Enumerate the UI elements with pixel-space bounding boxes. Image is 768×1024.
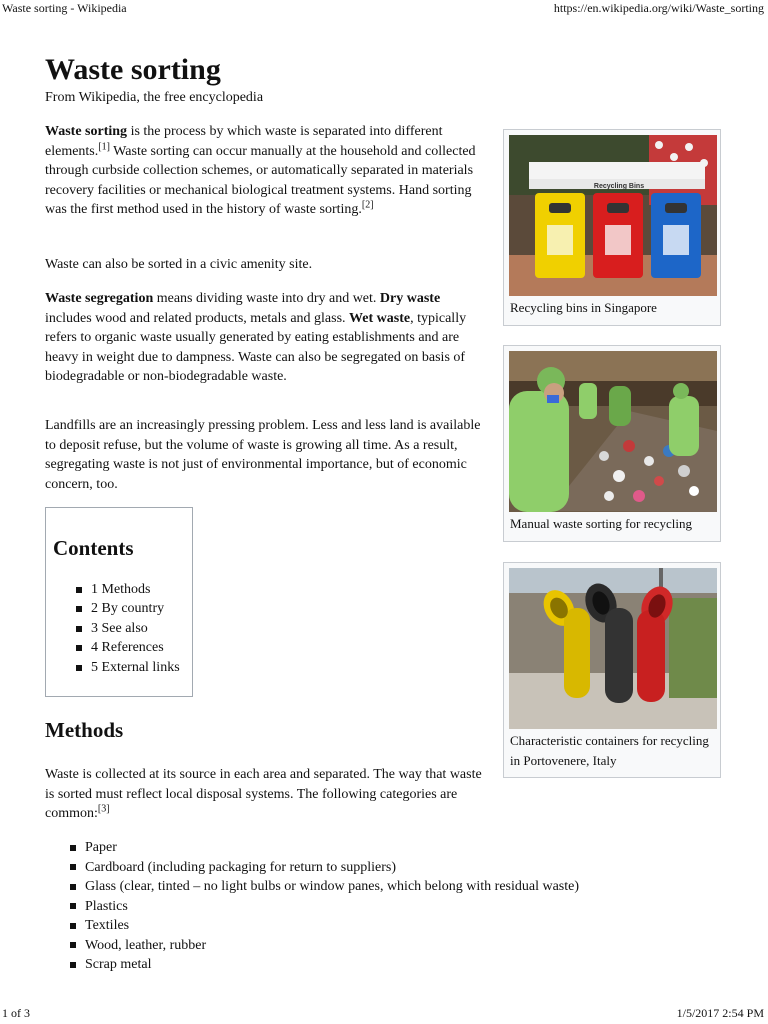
toc-item-see-also[interactable]: 3 See also <box>76 619 180 639</box>
landfill-paragraph <box>45 416 485 494</box>
bullet-icon <box>70 884 76 890</box>
print-footer <box>0 1004 768 1024</box>
figure-portovenere-containers <box>503 562 721 778</box>
toc-item-by-country[interactable]: 2 By country <box>76 600 180 620</box>
bullet-icon <box>76 626 82 632</box>
reference-3[interactable]: [3] <box>97 803 110 815</box>
waste-categories-list <box>70 838 579 975</box>
reference-2[interactable]: [2] <box>361 199 374 211</box>
print-header-url[interactable]: https://en.wikipedia.org/wiki/Waste_sorting <box>553 1 764 15</box>
recycling-bins-sign: Recycling Bins <box>593 183 645 190</box>
segregation-text-c: , typically refers to organic waste usually generated by eating establishments and are heavy in weight due to dampness. Waste can also be segregated on basis of biodegradable or non-biodegradable waste. <box>45 310 467 384</box>
containers-image[interactable] <box>509 568 717 729</box>
page-subtitle: From Wikipedia, the free encyclopedia <box>45 90 264 105</box>
term-waste-segregation: Waste segregation <box>45 291 154 306</box>
civic-text: Waste can also be sorted in a civic amenity site. <box>45 257 313 272</box>
list-item: Cardboard (including packaging for return to suppliers) <box>70 858 579 878</box>
civic-paragraph <box>45 255 485 275</box>
methods-text: Waste is collected at its source in each area and separated. The way that waste is sorted must reflect local disposal systems. The following categories are common: <box>45 767 482 821</box>
bullet-icon <box>70 942 76 948</box>
bullet-icon <box>76 645 82 651</box>
print-timestamp: 1/5/2017 2:54 PM <box>676 1006 764 1020</box>
manual-sorting-image[interactable] <box>509 351 717 512</box>
figure-manual-sorting <box>503 345 721 542</box>
toc-heading: Contents <box>53 536 134 560</box>
methods-heading: Methods <box>45 718 124 742</box>
list-item: Textiles <box>70 916 579 936</box>
bullet-icon <box>70 962 76 968</box>
toc-item-external-links[interactable]: 5 External links <box>76 658 180 678</box>
list-item: Scrap metal <box>70 955 579 975</box>
intro-paragraph <box>45 122 485 220</box>
bullet-icon <box>70 864 76 870</box>
list-item: Wood, leather, rubber <box>70 936 579 956</box>
bullet-icon <box>76 665 82 671</box>
bullet-icon <box>70 923 76 929</box>
figure-caption: Recycling bins in Singapore <box>510 300 657 315</box>
table-of-contents <box>45 507 193 697</box>
bullet-icon <box>76 587 82 593</box>
term-dry-waste: Dry waste <box>379 291 441 306</box>
print-header <box>0 0 768 16</box>
term-wet-waste: Wet waste <box>349 310 411 326</box>
toc-item-references[interactable]: 4 References <box>76 639 180 659</box>
intro-text-b: Waste sorting can occur manually at the household and collected through curbside collection schemes, or automatically separated in materials recovery facilities or mechanical biological treatment systems. Hand sorting was the first method used in the history of waste sorting. <box>45 143 476 217</box>
list-item: Glass (clear, tinted – no light bulbs or window panes, which belong with residual waste) <box>70 877 579 897</box>
intro-text-a: is the process by which waste is separated into different elements. <box>45 124 443 159</box>
list-item: Paper <box>70 838 579 858</box>
bullet-icon <box>70 845 76 851</box>
reference-1[interactable]: [1] <box>98 140 110 152</box>
page-number: 1 of 3 <box>2 1006 30 1020</box>
segregation-text-a: means dividing waste into dry and wet. <box>153 291 380 306</box>
term-waste-sorting: Waste sorting <box>45 124 128 139</box>
toc-list <box>76 580 180 678</box>
print-header-title: Waste sorting - Wikipedia <box>2 1 127 15</box>
recycling-bins-image[interactable] <box>509 135 717 296</box>
list-item: Plastics <box>70 897 579 917</box>
segregation-paragraph <box>45 289 485 387</box>
page-title: Waste sorting <box>45 53 221 86</box>
bullet-icon <box>70 903 76 909</box>
methods-paragraph <box>45 765 485 824</box>
figure-caption: Manual waste sorting for recycling <box>510 516 692 531</box>
landfill-text: Landfills are an increasingly pressing problem. Less and less land is available to deposit refuse, but the volume of waste is growing all time. As a result, segregating waste is not just of environmental importance, but of economic concern, too. <box>45 418 481 492</box>
toc-item-methods[interactable]: 1 Methods <box>76 580 180 600</box>
bullet-icon <box>76 606 82 612</box>
figure-recycling-bins <box>503 129 721 326</box>
figure-caption: Characteristic containers for recycling in Portovenere, Italy <box>510 733 709 768</box>
segregation-text-b: includes wood and related products, metals and glass. <box>45 310 350 326</box>
